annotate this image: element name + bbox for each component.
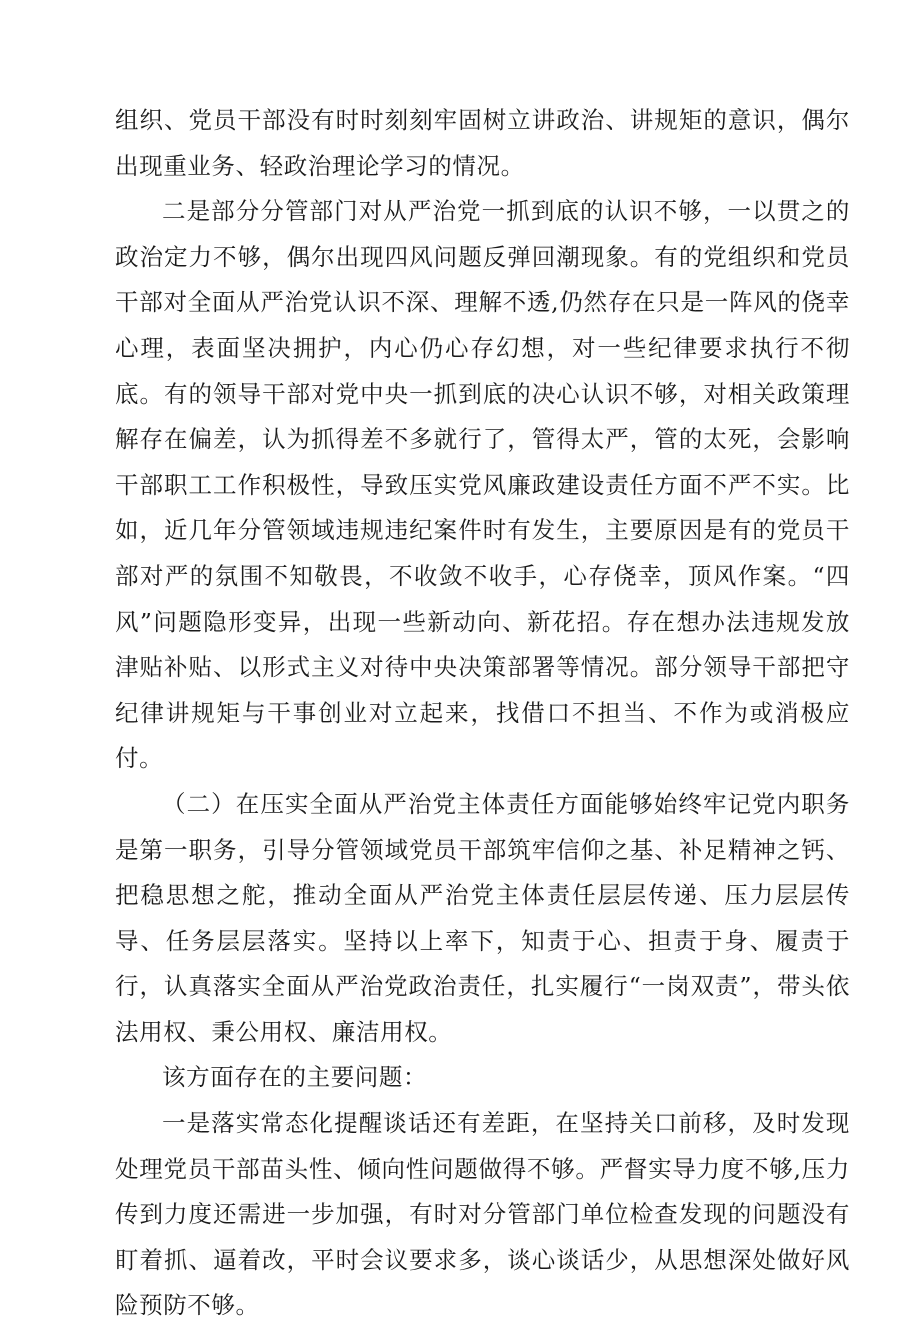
- document-body: [115, 98, 850, 1329]
- paragraph-issue-two: 二是部分分管部门对从严治党一抓到底的认识不够，一以贯之的政治定力不够，偶尔出现四风问题反弹回潮现象。有的党组织和党员干部对全面从严治党认识不深、理解不透,仍然存在只是一阵风的侥幸心理，表面坚决拥护，内心仍心存幻想，对一些纪律要求执行不彻底。有的领导干部对党中央一抓到底的决心认识不够，对相关政策理解存在偏差，认为抓得差不多就行了，管得太严，管的太死，会影响干部职工工作积极性，导致压实党风廉政建设责任方面不严不实。比如，近几年分管领域违规违纪案件时有发生，主要原因是有的党员干部对严的氛围不知敬畏，不收敛不收手，心存侥幸，顶风作案。“四风”问题隐形变异，出现一些新动向、新花招。存在想办法违规发放津贴补贴、以形式主义对待中央决策部署等情况。部分领导干部把守纪律讲规矩与干事创业对立起来，找借口不担当、不作为或消极应付。: [115, 197, 850, 773]
- paragraph-continuation: 组织、党员干部没有时时刻刻牢固树立讲政治、讲规矩的意识，偶尔出现重业务、轻政治理论学习的情况。: [115, 106, 850, 180]
- paragraph-section-two: （二）在压实全面从严治党主体责任方面能够始终牢记党内职务是第一职务，引导分管领域党员干部筑牢信仰之基、补足精神之钙、把稳思想之舵，推动全面从严治党主体责任层层传递、压力层层传导、任务层层落实。坚持以上率下，知责于心、担责于身、履责于行，认真落实全面从严治党政治责任，扎实履行“一岗双责”，带头依法用权、秉公用权、廉洁用权。: [115, 789, 850, 1046]
- paragraph-main-issues-heading: 该方面存在的主要问题：: [162, 1063, 428, 1092]
- paragraph-issue-one: 一是落实常态化提醒谈话还有差距，在坚持关口前移，及时发现处理党员干部苗头性、倾向性问题做得不够。严督实导力度不够,压力传到力度还需进一步加强，有时对分管部门单位检查发现的问题没有盯着抓、逼着改，平时会议要求多，谈心谈话少，从思想深处做好风险预防不够。: [115, 1109, 850, 1320]
